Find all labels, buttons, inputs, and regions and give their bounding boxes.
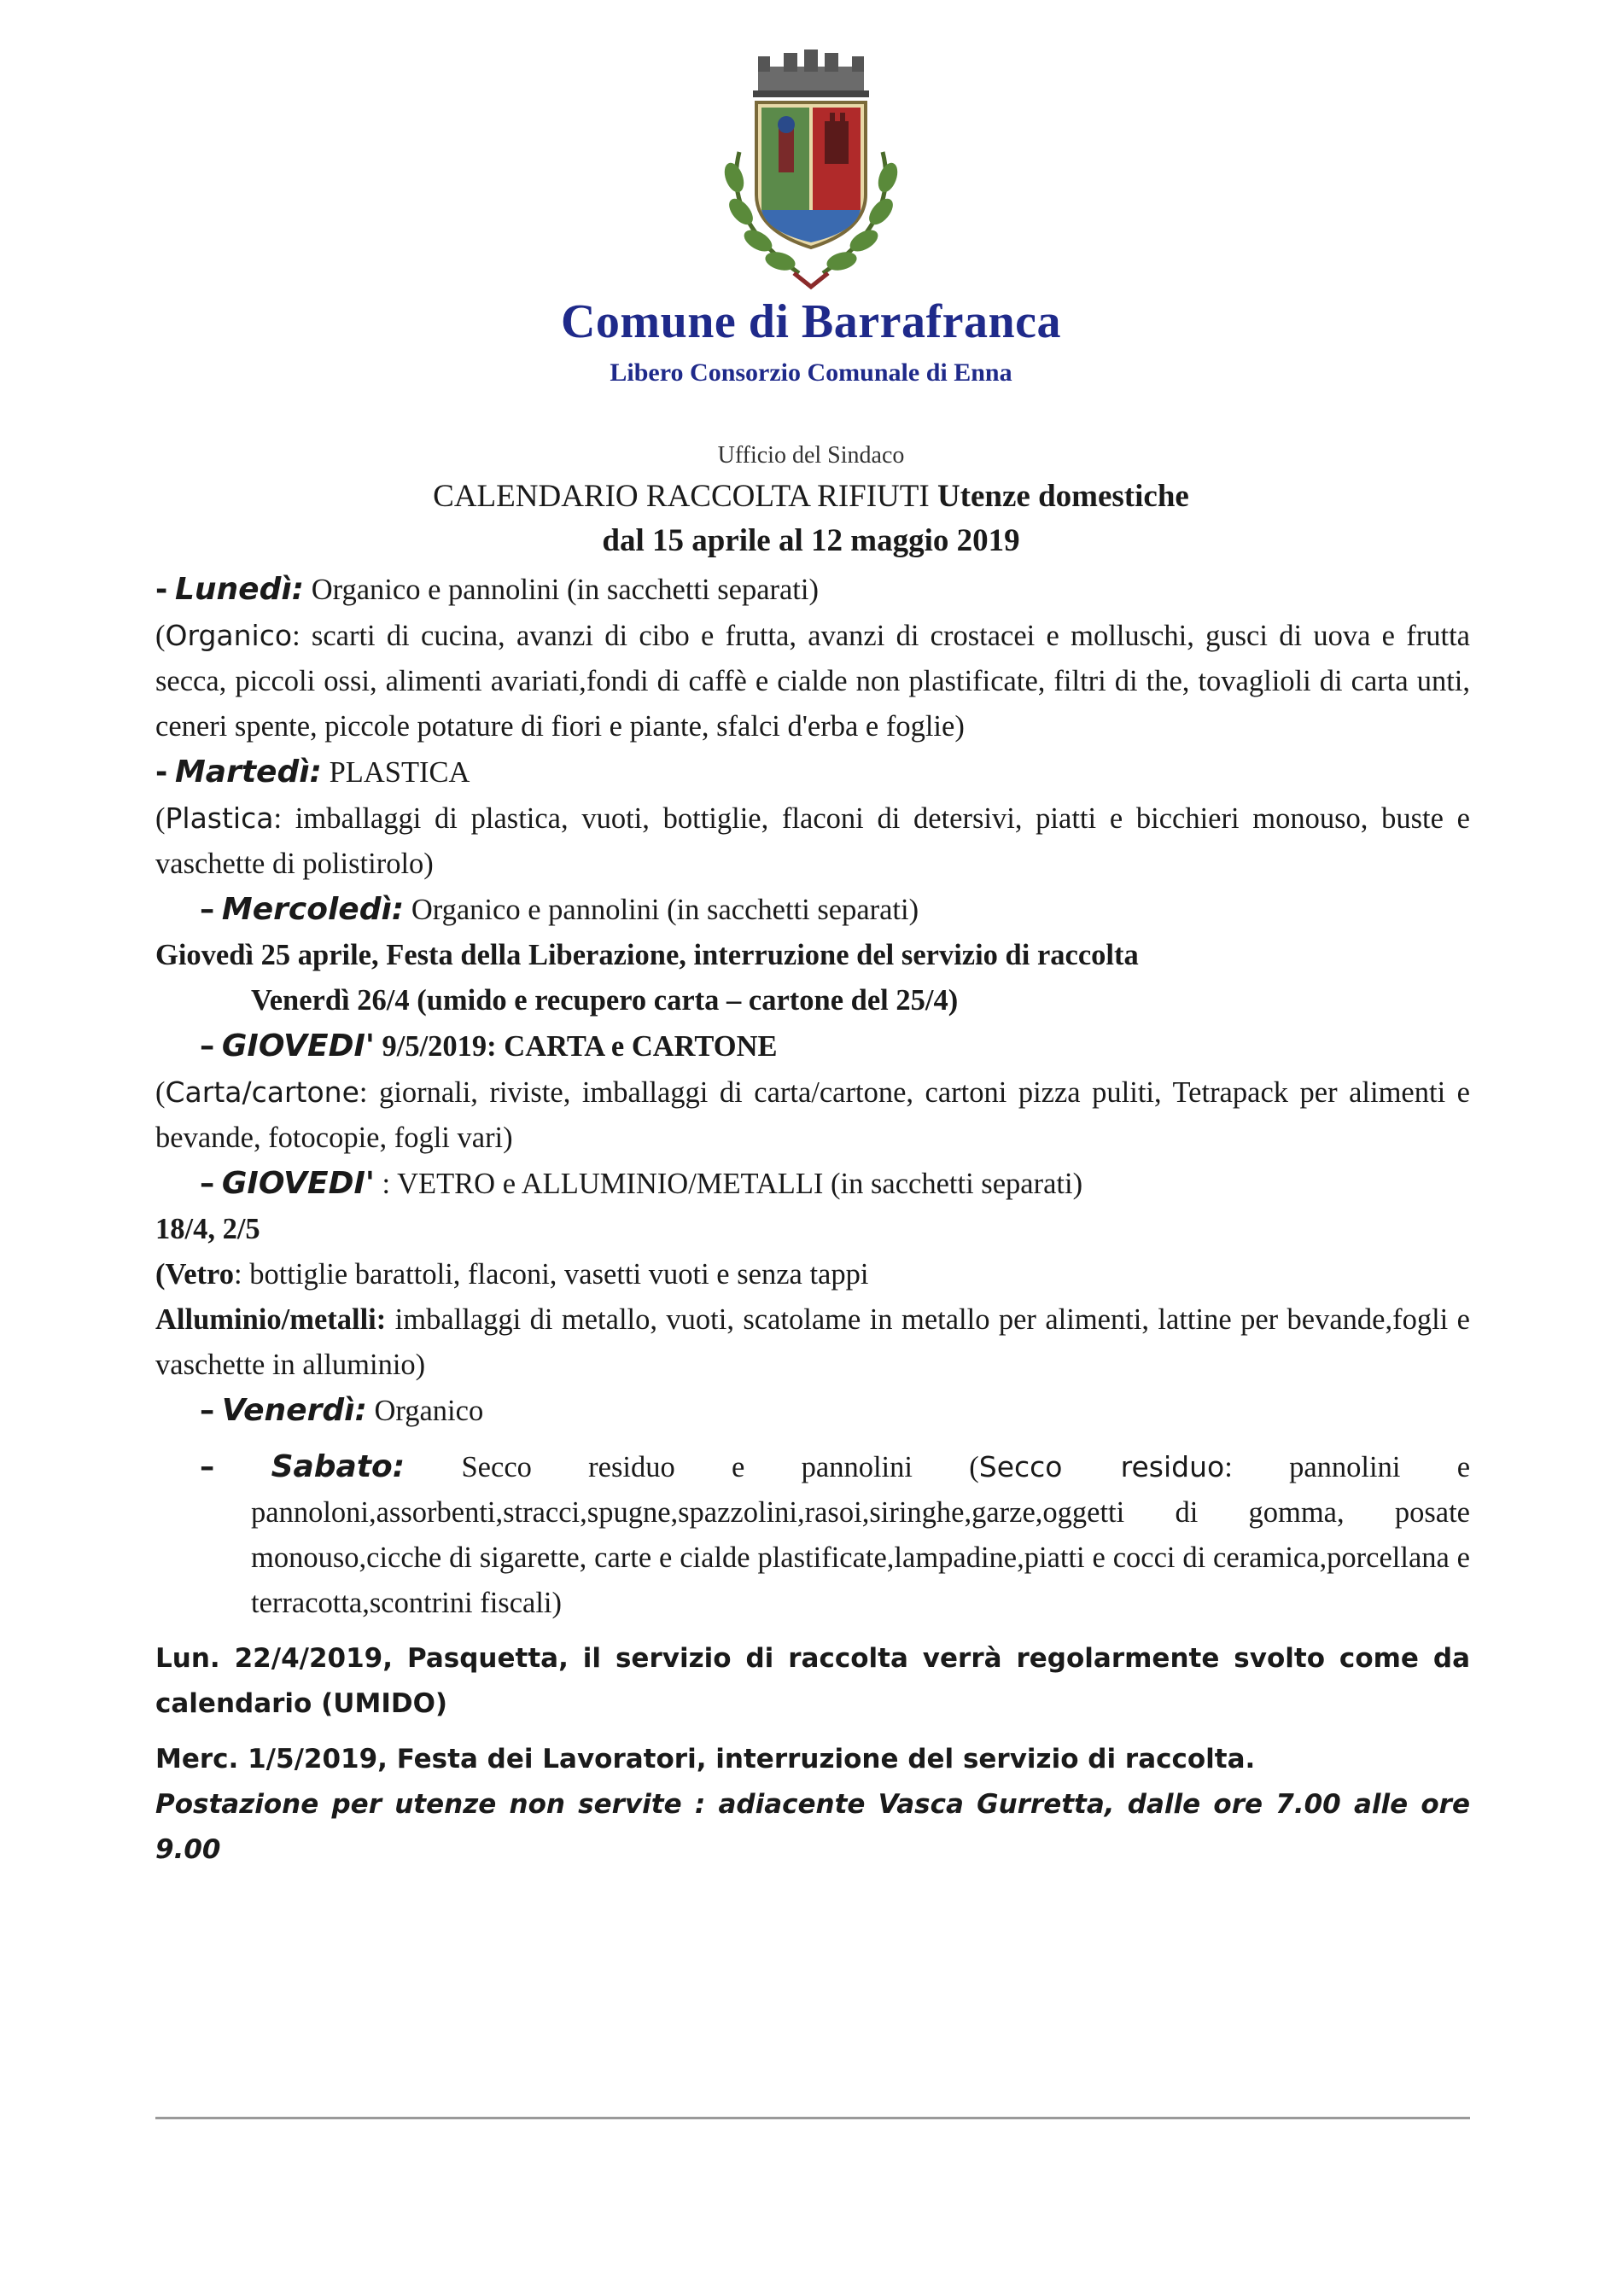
calendar-dates: dal 15 aprile al 12 maggio 2019 <box>602 523 1020 558</box>
metalli-text: imballaggi di metallo, vuoti, scatolame in metallo per alimenti, lattine per bevande,fogli e vaschette in alluminio) <box>155 1303 1470 1381</box>
day-thursday: GIOVEDI' <box>221 1166 375 1201</box>
thursday-paper-description <box>155 1069 1470 1161</box>
day-tuesday: Martedì: <box>174 755 322 790</box>
vetro-label: (Vetro <box>155 1258 234 1291</box>
secco-text: : pannolini e pannoloni,assorbenti,stracci,spugne,spazzolini,rasoi,siringhe,garze,oggetti di gomma, posate monouso,cicche di sigarette, carte e cialde plastificate,lampadine,piatti e cocci di ceramica,porcellana e terracotta,scontrini fiscali) <box>251 1451 1471 1619</box>
organico-label: Organico <box>165 619 293 652</box>
day-saturday: Sabato: <box>271 1449 406 1484</box>
note-labour-day: Merc. 1/5/2019, Festa dei Lavoratori, interruzione del servizio di raccolta. <box>155 1744 1256 1774</box>
day-monday: Lunedì: <box>174 572 305 607</box>
wednesday-text: Organico e pannolini (in sacchetti separati) <box>411 894 919 926</box>
municipality-subtitle: Libero Consorzio Comunale di Enna <box>610 358 1012 387</box>
thursday-paper-text: 9/5/2019: CARTA e CARTONE <box>382 1030 778 1063</box>
tuesday-description <box>155 795 1470 887</box>
crown-icon <box>753 50 869 97</box>
wednesday-line <box>155 887 1470 933</box>
tuesday-line <box>155 749 1470 795</box>
calendar-title <box>0 478 1622 515</box>
saturday-text: Secco residuo e pannolini ( <box>461 1451 979 1483</box>
bullet-dash: – <box>200 893 215 927</box>
monday-text: Organico e pannolini (in sacchetti separati) <box>311 574 819 606</box>
footer-divider <box>155 2117 1470 2119</box>
shield-icon <box>756 102 866 248</box>
day-wednesday: Mercoledì: <box>221 892 405 927</box>
friday-line <box>155 1388 1470 1434</box>
bullet-dash: – <box>200 1167 215 1201</box>
friday-text: Organico <box>374 1395 484 1427</box>
thursday-glass-text: : VETRO e ALLUMINIO/METALLI (in sacchetti separati) <box>382 1168 1083 1200</box>
paren-open: ( <box>155 620 166 652</box>
thursday-paper-line <box>155 1023 1470 1069</box>
plastica-text: : imballaggi di plastica, vuoti, bottiglie, flaconi di detersivi, piatti e bicchieri monouso, buste e vaschette di polistirolo) <box>155 802 1470 880</box>
organico-text: : scarti di cucina, avanzi di cibo e frutta, avanzi di crostacei e molluschi, gusci di uova e frutta secca, piccoli ossi, alimenti avariati,fondi di caffè e cialde non plastificate, filtri di the, tovaglioli di carta unti, ceneri spente, piccole potature di fiori e piante, sfalci d'erba e foglie) <box>155 620 1470 743</box>
bullet-dash: - <box>155 755 168 790</box>
office-label: Ufficio del Sindaco <box>717 442 905 469</box>
day-friday: Venerdì: <box>221 1393 367 1428</box>
glass-description <box>155 1252 1470 1297</box>
schedule-body <box>155 567 1470 1873</box>
thursday-glass-dates: 18/4, 2/5 <box>155 1213 260 1245</box>
holiday-note-recovery: Venerdì 26/4 (umido e recupero carta – cartone del 25/4) <box>251 984 959 1017</box>
tuesday-text: PLASTICA <box>329 756 470 789</box>
bullet-dash: – <box>200 1029 215 1064</box>
bullet-dash: – <box>200 1394 215 1428</box>
metalli-label: Alluminio/metalli: <box>155 1303 387 1336</box>
secco-label: Secco residuo <box>978 1450 1225 1483</box>
note-easter-monday: Lun. 22/4/2019, Pasquetta, il servizio di raccolta verrà regolarmente svolto come da calendario (UMIDO) <box>155 1643 1470 1719</box>
municipality-title: Comune di Barrafranca <box>560 295 1061 348</box>
carta-text: : giornali, riviste, imballaggi di carta/cartone, cartoni pizza puliti, Tetrapack per alimenti e bevande, fotocopie, fogli vari) <box>155 1076 1470 1154</box>
coat-of-arms <box>705 50 917 297</box>
day-thursday: GIOVEDI' <box>221 1029 375 1064</box>
calendar-title-bold: Utenze domestiche <box>936 479 1189 514</box>
plastica-label: Plastica <box>165 801 274 835</box>
paren-open: ( <box>155 1076 166 1109</box>
note-collection-station: Postazione per utenze non servite : adiacente Vasca Gurretta, dalle ore 7.00 alle ore 9.00 <box>155 1789 1470 1865</box>
monday-line <box>155 567 1470 613</box>
paren-open: ( <box>155 802 166 835</box>
thursday-glass-line <box>155 1161 1470 1207</box>
monday-description <box>155 613 1470 749</box>
metal-description <box>155 1297 1470 1388</box>
saturday-line <box>155 1444 1470 1626</box>
bullet-dash: – <box>200 1450 215 1484</box>
calendar-title-prefix: CALENDARIO RACCOLTA RIFIUTI <box>433 479 930 514</box>
carta-label: Carta/cartone <box>165 1075 359 1109</box>
vetro-text: : bottiglie barattoli, flaconi, vasetti vuoti e senza tappi <box>233 1258 869 1291</box>
bullet-dash: - <box>155 573 168 607</box>
holiday-note-liberation: Giovedì 25 aprile, Festa della Liberazione, interruzione del servizio di raccolta <box>155 939 1139 971</box>
